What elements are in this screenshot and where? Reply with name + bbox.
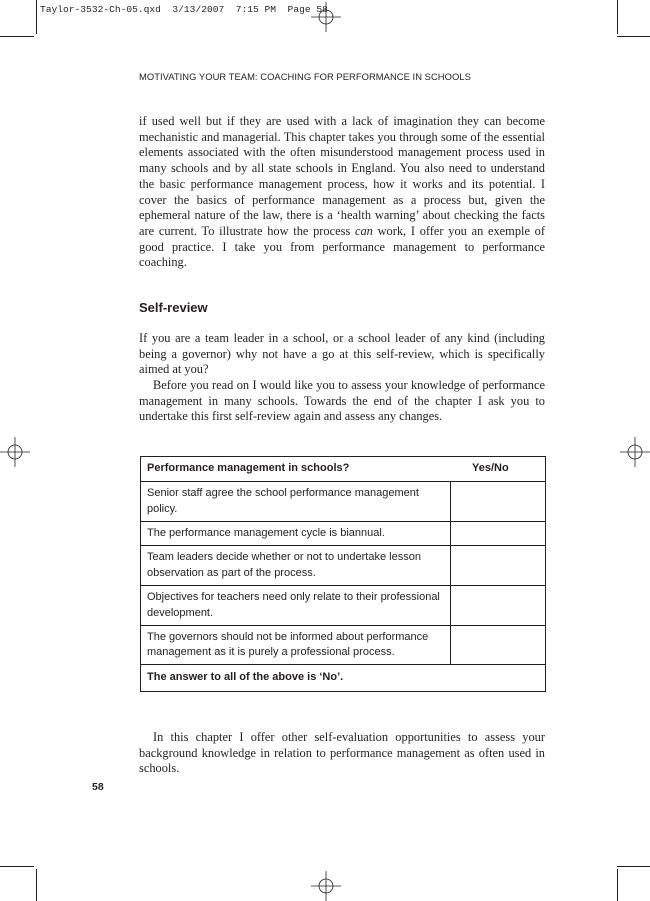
crop-mark <box>0 36 34 37</box>
table-row-statement: Objectives for teachers need only relate to their professional development. <box>141 586 451 626</box>
table-header-question: Performance management in schools? <box>141 457 451 482</box>
table-row-statement: The governors should not be informed about performance management as it is purely a professional process. <box>141 626 451 665</box>
crop-mark <box>0 866 34 867</box>
table-row-answer-cell <box>450 546 546 586</box>
registration-mark-icon <box>311 2 341 32</box>
table-row <box>141 626 546 665</box>
table-footer-row <box>141 665 546 692</box>
registration-mark-icon <box>311 871 341 901</box>
crop-mark <box>36 0 37 34</box>
crop-mark <box>617 0 618 34</box>
table-row-statement: The performance management cycle is biannual. <box>141 522 451 546</box>
closing-paragraph: In this chapter I offer other self-evaluation opportunities to assess your background knowledge in relation to performance management as often used in schools. <box>139 730 545 776</box>
table-row <box>141 522 546 546</box>
table-row-answer-cell <box>450 626 546 665</box>
table-row <box>141 482 546 522</box>
table-row-answer-cell <box>450 522 546 546</box>
crop-mark <box>617 866 650 867</box>
table-row-answer-cell <box>450 586 546 626</box>
table-row <box>141 546 546 586</box>
self-review-paragraph: Before you read on I would like you to assess your knowledge of performance management in many schools. Towards the end of the chapter I ask you to undertake this first self-review again and assess any changes. <box>139 378 545 424</box>
self-review-table <box>140 456 546 692</box>
crop-mark <box>617 869 618 901</box>
crop-mark <box>617 36 650 37</box>
intro-paragraph <box>139 114 545 271</box>
table-row-answer-cell <box>450 482 546 522</box>
page-number: 58 <box>92 781 104 793</box>
intro-text: if used well but if they are used with a lack of imagination they can become mechanistic and managerial. This chapter takes you through some of the essential elements associated with the often misunderstood management process used in many schools and by all state schools in England. You also need to understand the basic performance management process, how it works and its potential. I cover the basics of performance management as a process but, given the ephemeral nature of the law, there is a ‘health warning’ about checking the facts are current. To illustrate how the process <box>139 114 545 238</box>
registration-mark-icon <box>0 437 30 467</box>
intro-text: work, I offer you an exemple of good practice. I take you from performance management to performance coaching. <box>139 223 545 270</box>
self-review-paragraph: If you are a team leader in a school, or a school leader of any kind (including being a governor) why not have a go at this self-review, which is specifically aimed at you? <box>139 331 545 377</box>
table-row-statement: Team leaders decide whether or not to undertake lesson observation as part of the process. <box>141 546 451 586</box>
crop-mark <box>36 869 37 901</box>
table-row <box>141 586 546 626</box>
printer-slug: Taylor-3532-Ch-05.qxd 3/13/2007 7:15 PM Page 58 <box>40 4 328 15</box>
section-heading: Self-review <box>139 300 208 315</box>
table-row-statement: Senior staff agree the school performance management policy. <box>141 482 451 522</box>
table-header-answer: Yes/No <box>450 457 546 482</box>
table-footer: The answer to all of the above is ‘No’. <box>141 665 546 692</box>
running-header: MOTIVATING YOUR TEAM: COACHING FOR PERFORMANCE IN SCHOOLS <box>139 71 471 82</box>
table-header-row <box>141 457 546 482</box>
emphasis-word: can <box>354 223 373 238</box>
registration-mark-icon <box>620 437 650 467</box>
